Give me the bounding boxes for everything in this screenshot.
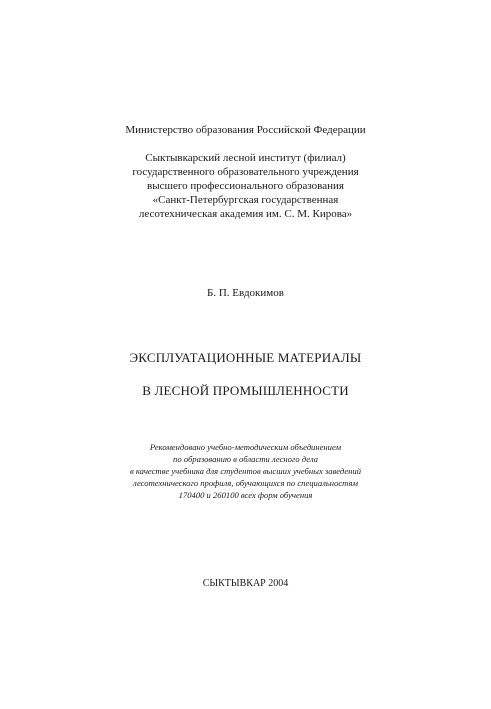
recommendation-block	[0, 441, 491, 501]
author-name: Б. П. Евдокимов	[207, 287, 284, 299]
recommendation-line: лесотехнического профиля, обучающихся по специальностям	[133, 478, 358, 488]
ministry-name: Министерство образования Российской Федерации	[125, 124, 366, 136]
institute-line: Сыктывкарский лесной институт (филиал)	[145, 152, 346, 164]
recommendation-line: Рекомендовано учебно-методическим объединением	[149, 442, 342, 452]
recommendation-line: по образованию в области лесного дела	[173, 454, 318, 464]
recommendation-line: 170400 и 260100 всех форм обучения	[178, 490, 313, 500]
institute-line: «Санкт-Петербургская государственная	[152, 194, 339, 206]
book-title-line-1: ЭКСПЛУАТАЦИОННЫЕ МАТЕРИАЛЫ	[129, 350, 362, 365]
city-and-year: СЫКТЫВКАР 2004	[202, 578, 289, 589]
institute-line: высшего профессионального образования	[147, 180, 344, 192]
book-title-line-2: В ЛЕСНОЙ ПРОМЫШЛЕННОСТИ	[142, 383, 349, 398]
institute-line: государственного образовательного учреждения	[132, 166, 359, 178]
institute-line: лесотехническая академия им. С. М. Кирова»	[138, 208, 353, 220]
recommendation-line: в качестве учебника для студентов высших учебных заведений	[129, 466, 362, 476]
institute-block	[0, 151, 491, 221]
